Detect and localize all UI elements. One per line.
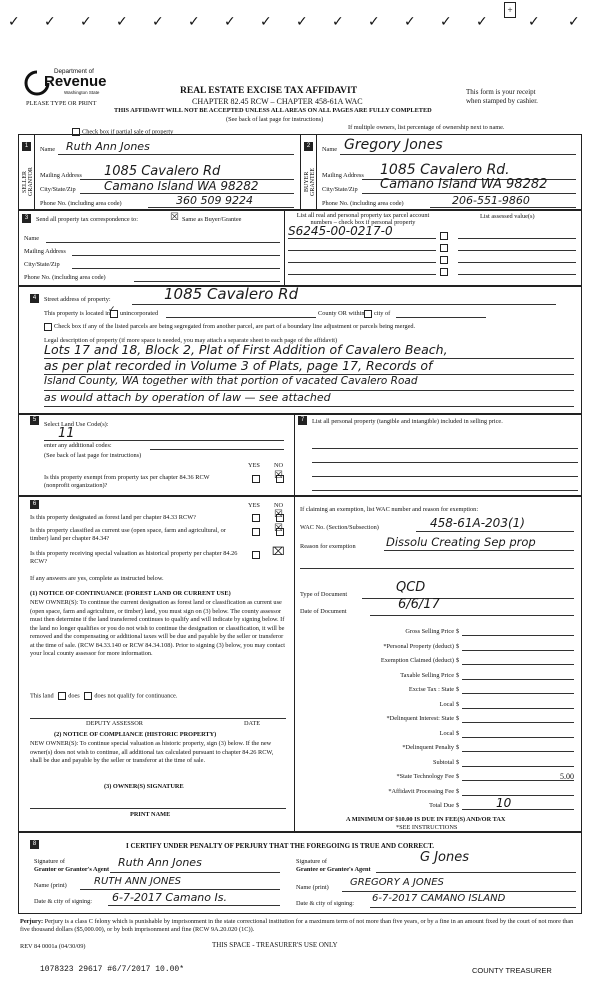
section-1-number: 1	[22, 142, 31, 151]
same-as-buyer-label: Same as Buyer/Grantee	[182, 216, 242, 223]
forest-land-question: Is this property designated as forest land per chapter 84.33 RCW?	[30, 514, 196, 521]
check-mark: ✓	[188, 14, 200, 30]
multiple-owners-note: If multiple owners, list percentage of ownership next to name.	[348, 124, 505, 131]
calc-label: *Personal Property (deduct)	[383, 642, 454, 650]
calc-label: Local	[439, 729, 454, 737]
current-use-yes-checkbox[interactable]	[252, 528, 260, 536]
assessed-value-label: List assessed value(s)	[480, 213, 535, 220]
current-use-question: Is this property classified as current use (open space, farm and agricultural, or timber) land per chapter 84.34?	[30, 527, 226, 542]
sec5-no: NO	[274, 462, 284, 469]
calc-currency: $	[456, 700, 460, 708]
check-mark: ✓	[332, 14, 344, 30]
grantor-date-field[interactable]: 6-7-2017 Camano Is.	[112, 891, 227, 904]
legal-desc-line-2[interactable]: as per plat recorded in Volume 3 of Plats, page 17, Records of	[44, 358, 433, 373]
calc-currency: $	[456, 802, 460, 809]
street-address-field[interactable]: 1085 Cavalero Rd	[164, 285, 299, 303]
land-use-label: Select Land Use Code(s):	[44, 421, 109, 428]
perjury-note	[20, 918, 582, 934]
treasurer-use-label: THIS SPACE - TREASURER'S USE ONLY	[212, 941, 338, 949]
segregated-checkbox[interactable]	[44, 323, 52, 331]
buyer-grantee-label: BUYER GRANTEE	[304, 168, 316, 196]
grantor-name-field[interactable]: RUTH ANN JONES	[94, 876, 182, 887]
seller-city-label: City/State/Zip	[40, 186, 76, 193]
send-all-label: Send all property tax correspondence to:	[36, 216, 138, 223]
seller-address-field[interactable]: 1085 Cavalero Rd	[104, 164, 221, 179]
check-mark: ✓	[80, 14, 92, 30]
calc-currency: $	[456, 628, 460, 635]
does-checkbox[interactable]	[58, 692, 66, 700]
see-back: (See back of last page for instructions)	[226, 116, 324, 123]
section-7-number: 7	[298, 416, 307, 425]
check-mark: ✓	[440, 14, 452, 30]
historic-no-mark[interactable]: ⌧	[272, 545, 285, 558]
calc-label: Taxable Selling Price	[400, 671, 454, 679]
grantor-signature-field[interactable]: Ruth Ann Jones	[118, 856, 202, 869]
calc-label: Local	[439, 700, 454, 708]
buyer-city-label: City/State/Zip	[322, 186, 358, 193]
sec3-name-label: Name	[24, 235, 40, 242]
state-label: Washington State	[64, 90, 100, 95]
print-name-label: PRINT NAME	[130, 811, 171, 818]
legal-desc-label: Legal description of property (if more space is needed, you may attach a separate sheet to each page of the affidavit)	[44, 337, 338, 344]
exemption-reason-label: Reason for exemption	[300, 543, 356, 550]
forest-yes-checkbox[interactable]	[252, 514, 260, 522]
notice-compliance-body: NEW OWNER(S): To continue special valuation as historic property, sign (3) below. If the new owner(s) does not wish to continue, all additional tax calculated pursuant to chapter 84.26 RCW, shall be due and payable by the seller or transferor at the time of sale.	[30, 740, 274, 764]
check-mark: ✓	[296, 14, 308, 30]
this-land-row	[30, 692, 177, 700]
historic-question: Is this property receiving special valuation as historical property per chapter 84.26 RCW?	[30, 550, 238, 565]
street-address-label: Street address of property:	[44, 296, 111, 303]
notice-continuance-body: NEW OWNER(S): To continue the current designation as forest land or classification as current use (open space, farm and agriculture, or timber) land, you must sign on (3) below. The county assessor must then determine if the land transferred continues to qualify and will indicate by signing below. If the land no longer qualifies or you do not wish to continue the designation or classification, it will be removed and the compensating or additional taxes will be due and payable by the seller or transferor at the time of sale. (RCW 84.33.140 or RCW 84.34.108). Prior to signing (3) below, you may contact your local county assessor for more information.	[30, 599, 286, 657]
does-not-label: does not	[94, 692, 116, 700]
exempt-no-mark: ☒	[274, 470, 283, 481]
form-notice: THIS AFFIDAVIT WILL NOT BE ACCEPTED UNLESS ALL AREAS ON ALL PAGES ARE FULLY COMPLETED	[114, 107, 432, 114]
sec3-mailing-label: Mailing Address	[24, 248, 66, 255]
additional-codes-label: enter any additional codes:	[44, 442, 112, 449]
calc-value[interactable]: 5.00	[560, 772, 574, 781]
calc-currency: $	[456, 773, 460, 780]
buyer-name-field[interactable]: Gregory Jones	[344, 137, 443, 153]
calc-currency: $	[456, 744, 460, 751]
buyer-address-field[interactable]: 1085 Cavalero Rd.	[380, 162, 510, 178]
calc-label: Exemption Claimed (deduct)	[380, 657, 454, 664]
seller-name-field[interactable]: Ruth Ann Jones	[66, 140, 150, 153]
owner-signature-label: (3) OWNER(S) SIGNATURE	[104, 783, 184, 790]
calc-currency: $	[456, 671, 460, 679]
calc-label: *Delinquent Interest: State	[386, 715, 454, 722]
grantee-name-field[interactable]: GREGORY A JONES	[350, 877, 444, 888]
if-yes-note: If any answers are yes, complete as instructed below.	[30, 575, 164, 582]
seller-grantor-label: SELLER GRANTOR	[22, 167, 34, 197]
exempt-question: Is this property exempt from property tax per chapter 84.36 RCW (nonprofit organization)?	[44, 474, 210, 489]
personal-property-checkbox[interactable]	[440, 244, 448, 252]
calc-label: Gross Selling Price	[405, 628, 454, 635]
section-3-number: 3	[22, 214, 31, 223]
revenue-word: Revenue	[44, 73, 107, 90]
section-8-number: 8	[30, 840, 39, 849]
exemption-reason-field[interactable]: Dissolu Creating Sep prop	[386, 535, 536, 549]
calc-currency: $	[456, 642, 460, 650]
receipt-line1: This form is your receipt	[466, 88, 536, 96]
calc-currency: $	[456, 715, 460, 722]
legal-desc-line-1[interactable]: Lots 17 and 18, Block 2, Plat of First Addition of Cavalero Beach,	[44, 342, 448, 357]
check-mark: ✓	[260, 14, 272, 30]
forest-no-mark: ☒	[274, 509, 283, 520]
county-or-label: County OR within	[318, 310, 365, 317]
form-title: REAL ESTATE EXCISE TAX AFFIDAVIT	[180, 86, 358, 96]
certify-statement: I CERTIFY UNDER PENALTY OF PERJURY THAT THE FOREGOING IS TRUE AND CORRECT.	[126, 842, 435, 850]
unincorporated-label: unincorporated	[120, 310, 159, 317]
grantee-signature-field[interactable]: G Jones	[420, 850, 470, 865]
current-use-no-mark: ☒	[274, 523, 283, 534]
section-2-number: 2	[304, 142, 313, 151]
grantee-name-label: Name (print)	[296, 884, 329, 891]
wac-label: WAC No. (Section/Subsection)	[300, 524, 379, 531]
seller-city-field[interactable]: Camano Island WA 98282	[104, 179, 259, 193]
revenue-logo	[24, 68, 107, 102]
sec6-yes: YES	[248, 502, 260, 509]
check-mark: ✓	[116, 14, 128, 30]
deputy-date-label: DATE	[244, 720, 261, 727]
located-in-label: This property is located in	[44, 310, 111, 317]
segregated-label: Check box if any of the listed parcels are being segregated from another parcel, are part of a boundary line adjustment or parcels being merged.	[54, 323, 416, 330]
county-treasurer-label: COUNTY TREASURER	[472, 966, 552, 975]
grantee-date-label: Date & city of signing:	[296, 900, 355, 907]
buyer-phone-label: Phone No. (including area code)	[322, 200, 404, 207]
city-of-label: city of	[374, 310, 391, 317]
doc-type-field[interactable]: QCD	[396, 580, 426, 595]
minimum-due-note: A MINIMUM OF $10.00 IS DUE IN FEE(S) AND/OR TAX	[346, 816, 506, 823]
check-mark: ✓	[528, 14, 540, 30]
grantor-sig-of: Signature of	[34, 858, 65, 865]
personal-property-list-label: List all personal property (tangible and intangible) included in selling price.	[312, 418, 503, 425]
grantee-date-field[interactable]: 6-7-2017 CAMANO ISLAND	[372, 893, 506, 904]
calc-label: Excise Tax : State	[408, 686, 454, 693]
please-type: PLEASE TYPE OR PRINT	[26, 100, 97, 107]
notice-compliance-title: (2) NOTICE OF COMPLIANCE (HISTORIC PROPERTY)	[54, 731, 217, 738]
parcel-list-label: List all real and personal property tax parcel account numbers – check box if personal property	[296, 212, 430, 226]
doc-date-field[interactable]: 6/6/17	[398, 597, 440, 612]
calc-currency: $	[456, 758, 460, 766]
section-4-number: 4	[30, 294, 39, 303]
check-mark: ✓	[224, 14, 236, 30]
sec5-yes: YES	[248, 462, 260, 469]
buyer-address-label: Mailing Address	[322, 172, 364, 179]
grantor-agent-label: Grantor or Grantor's Agent	[34, 866, 110, 873]
calc-currency: $	[456, 729, 460, 737]
this-land-label: This land	[30, 692, 54, 700]
perjury-text: Perjury is a class C felony which is punishable by imprisonment in the state correctional institution for a maximum term of not more than five years, or by a fine in an amount fixed by the court of not more than five thousand dollars ($5,000.00), or by both imprisonment and fine (RCW 9A.20.020 (1C)).	[20, 918, 574, 933]
sec5-see-back: (See back of last page for instructions)	[44, 452, 142, 459]
form-chapter: CHAPTER 82.45 RCW – CHAPTER 458-61A WAC	[192, 97, 363, 106]
sec6-no: NO	[274, 502, 284, 509]
receipt-line2: when stamped by cashier.	[466, 97, 538, 105]
see-instructions-note: *SEE INSTRUCTIONS	[396, 824, 458, 831]
personal-property-checkbox[interactable]	[440, 268, 448, 276]
legal-desc-line-4[interactable]: as would attach by operation of law — see attached	[44, 391, 331, 404]
within-city-checkbox[interactable]	[364, 310, 372, 318]
does-label: does	[68, 692, 80, 700]
seller-phone-label: Phone No. (including area code)	[40, 200, 122, 207]
treasurer-stamp: 1078323 29617 #6/7/2017 10.00*	[40, 965, 185, 974]
dept-label: Department of	[54, 68, 94, 75]
parcel-number-field[interactable]: S6245-00-0217-0	[288, 224, 393, 238]
rev-number: REV 84 0001a (04/30/09)	[20, 943, 86, 950]
calc-label: *Delinquent Penalty	[402, 744, 454, 751]
claiming-exemption-label: If claiming an exemption, list WAC number and reason for exemption:	[300, 506, 479, 513]
land-use-code-field[interactable]: 11	[58, 426, 75, 441]
notice-continuance-title: (1) NOTICE OF CONTINUANCE (FOREST LAND OR CURRENT USE)	[30, 590, 231, 597]
check-mark: ✓	[44, 14, 56, 30]
deputy-assessor-label: DEPUTY ASSESSOR	[86, 720, 143, 727]
check-mark: ✓	[476, 14, 488, 30]
sec3-phone-label: Phone No. (including area code)	[24, 274, 106, 281]
check-mark: ✓	[152, 14, 164, 30]
calc-label: *Affidavit Processing Fee	[388, 787, 454, 795]
seller-address-label: Mailing Address	[40, 172, 82, 179]
section-5-number: 5	[30, 416, 39, 425]
personal-property-checkbox[interactable]	[440, 256, 448, 264]
corner-mark-icon: +	[504, 2, 516, 18]
check-mark: ✓	[368, 14, 380, 30]
calc-label: *State Technology Fee	[396, 773, 454, 780]
legal-desc-line-3[interactable]: Island County, WA together with that portion of vacated Cavalero Road	[44, 375, 418, 387]
wac-number-field[interactable]: 458-61A-203(1)	[430, 516, 525, 530]
partial-sale-label: Check box if partial sale of property	[82, 128, 174, 136]
buyer-phone-field[interactable]: 206-551-9860	[452, 194, 530, 207]
doc-date-label: Date of Document	[300, 608, 347, 615]
calc-label: Total Due	[429, 802, 454, 809]
seller-phone-field[interactable]: 360 509 9224	[176, 194, 253, 207]
calc-currency: $	[456, 686, 460, 693]
personal-property-checkbox[interactable]	[440, 232, 448, 240]
historic-yes-checkbox[interactable]	[252, 551, 260, 559]
check-mark: ✓	[568, 14, 580, 30]
buyer-city-field[interactable]: Camano Island WA 98282	[380, 177, 548, 192]
calc-currency: $	[456, 787, 460, 795]
check-mark: ✓	[404, 14, 416, 30]
send-all-check-mark: ☒	[170, 212, 179, 223]
doc-type-label: Type of Document	[300, 591, 348, 598]
grantor-name-label: Name (print)	[34, 882, 67, 889]
does-not-checkbox[interactable]	[84, 692, 92, 700]
exempt-yes-checkbox[interactable]	[252, 475, 260, 483]
grantee-agent-label: Grantee or Grantee's Agent	[296, 866, 371, 873]
sec3-city-label: City/State/Zip	[24, 261, 60, 268]
unincorporated-check-mark: ✓	[108, 305, 116, 315]
check-mark: ✓	[8, 14, 20, 30]
calc-value[interactable]: 10	[496, 796, 512, 810]
qualify-label: qualify for continuance.	[117, 692, 178, 700]
grantee-sig-of: Signature of	[296, 858, 327, 865]
seller-name-label: Name	[40, 146, 56, 153]
grantor-date-label: Date & city of signing:	[34, 898, 93, 905]
calc-label: Subtotal	[433, 758, 454, 766]
section-6-number: 6	[30, 500, 39, 509]
perjury-label: Perjury:	[20, 918, 44, 925]
buyer-name-label: Name	[322, 146, 338, 153]
calc-currency: $	[456, 657, 460, 664]
